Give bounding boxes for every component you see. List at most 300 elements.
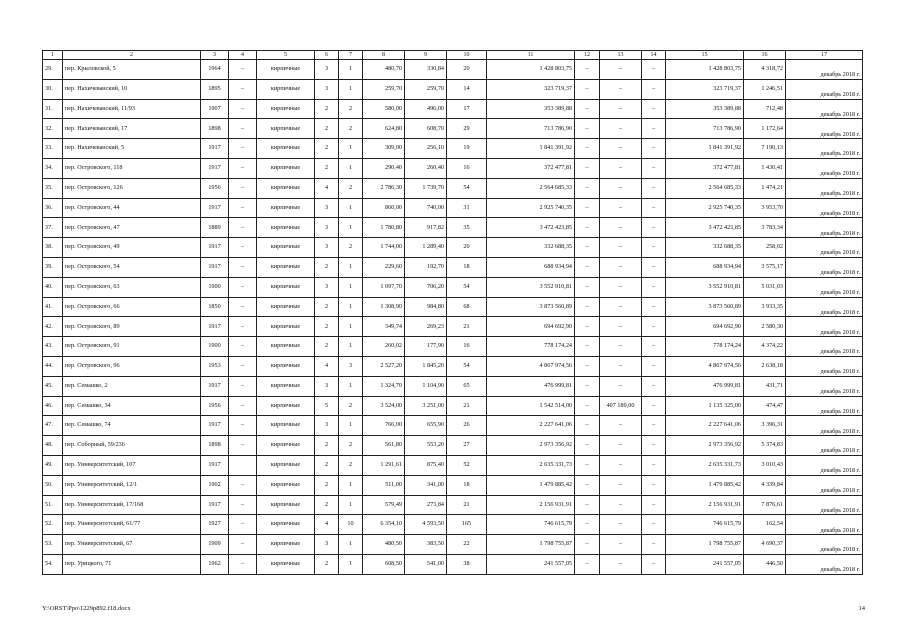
cell-residents: 27 — [447, 436, 487, 456]
column-number: 2 — [63, 51, 201, 60]
cell-fund-cost: – — [575, 178, 600, 198]
cell-year-built: 1962 — [201, 554, 229, 574]
cell-owner-cost: 694 692,90 — [666, 317, 744, 337]
cell-living-area: 984,80 — [405, 297, 447, 317]
cell-planned-date: декабрь 2018 г. — [786, 60, 863, 80]
cell-planned-date: декабрь 2018 г. — [786, 119, 863, 139]
cell-other-cost: – — [642, 317, 666, 337]
document-path: Y:\ORST\Ppo\1229p892.f18.docx — [42, 605, 131, 612]
cell-other-cost: – — [642, 119, 666, 139]
cell-planned-date: декабрь 2018 г. — [786, 277, 863, 297]
cell-address: пер. Островского, 118 — [63, 158, 201, 178]
cell-budget-cost: – — [600, 356, 642, 376]
cell-other-cost: – — [642, 376, 666, 396]
cell-entrances: 1 — [339, 79, 363, 99]
cell-living-area: 4 593,50 — [405, 515, 447, 535]
cell-budget-cost: – — [600, 297, 642, 317]
column-number: 4 — [229, 51, 257, 60]
cell-residents: 21 — [447, 317, 487, 337]
cell-planned-date: декабрь 2018 г. — [786, 178, 863, 198]
cell-row-number: 31. — [43, 99, 63, 119]
cell-other-cost: – — [642, 277, 666, 297]
table-row — [43, 337, 863, 357]
cell-total-cost: 1 542 514,00 — [487, 396, 575, 416]
cell-floors: 3 — [315, 535, 339, 555]
cell-year-overhaul: – — [229, 436, 257, 456]
cell-total-area: 624,80 — [363, 119, 405, 139]
cell-planned-date: декабрь 2018 г. — [786, 317, 863, 337]
cell-entrances: 2 — [339, 436, 363, 456]
table-row — [43, 119, 863, 139]
cell-fund-cost: – — [575, 218, 600, 238]
cell-year-overhaul: – — [229, 257, 257, 277]
cell-owner-cost: 241 557,05 — [666, 554, 744, 574]
cell-entrances: 1 — [339, 198, 363, 218]
cell-fund-cost: – — [575, 139, 600, 159]
cell-wall-material: кирпичные — [257, 515, 315, 535]
cell-cost-per-sqm: 3 010,43 — [744, 455, 786, 475]
cell-owner-cost: 3 552 910,81 — [666, 277, 744, 297]
cell-fund-cost: – — [575, 495, 600, 515]
cell-floors: 2 — [315, 436, 339, 456]
cell-planned-date: декабрь 2018 г. — [786, 416, 863, 436]
cell-residents: 54 — [447, 356, 487, 376]
cell-owner-cost: 2 156 931,91 — [666, 495, 744, 515]
cell-planned-date: декабрь 2018 г. — [786, 257, 863, 277]
cell-floors: 2 — [315, 455, 339, 475]
cell-total-area: 259,70 — [363, 79, 405, 99]
cell-address: пер. Островского, 91 — [63, 337, 201, 357]
cell-planned-date: декабрь 2018 г. — [786, 436, 863, 456]
cell-cost-per-sqm: 4 339,84 — [744, 475, 786, 495]
cell-entrances: 1 — [339, 60, 363, 80]
cell-year-built: 1900 — [201, 337, 229, 357]
cell-floors: 4 — [315, 178, 339, 198]
cell-total-area: 1 308,90 — [363, 297, 405, 317]
cell-total-area: 2 527,20 — [363, 356, 405, 376]
cell-fund-cost: – — [575, 396, 600, 416]
cell-year-built: 1956 — [201, 396, 229, 416]
cell-total-cost: 4 867 974,56 — [487, 356, 575, 376]
cell-address: пер. Нахичеванский, 11/93 — [63, 99, 201, 119]
cell-fund-cost: – — [575, 317, 600, 337]
cell-address: пер. Островского, 54 — [63, 257, 201, 277]
cell-residents: 18 — [447, 475, 487, 495]
cell-cost-per-sqm: 1 474,21 — [744, 178, 786, 198]
table-row — [43, 515, 863, 535]
cell-address: пер. Островского, 89 — [63, 317, 201, 337]
cell-owner-cost: 1 428 803,75 — [666, 60, 744, 80]
cell-budget-cost: – — [600, 238, 642, 258]
cell-total-area: 608,50 — [363, 554, 405, 574]
cell-owner-cost: 2 564 685,33 — [666, 178, 744, 198]
cell-total-cost: 713 786,90 — [487, 119, 575, 139]
cell-entrances: 3 — [339, 356, 363, 376]
cell-year-overhaul: – — [229, 198, 257, 218]
cell-total-area: 1 097,70 — [363, 277, 405, 297]
cell-budget-cost: – — [600, 475, 642, 495]
cell-living-area: 269,23 — [405, 317, 447, 337]
cell-cost-per-sqm: 3 783,34 — [744, 218, 786, 238]
cell-budget-cost: – — [600, 178, 642, 198]
table-row — [43, 297, 863, 317]
cell-year-built: 1917 — [201, 376, 229, 396]
cell-budget-cost: – — [600, 337, 642, 357]
cell-cost-per-sqm: 431,71 — [744, 376, 786, 396]
cell-planned-date: декабрь 2018 г. — [786, 218, 863, 238]
cell-fund-cost: – — [575, 475, 600, 495]
cell-total-cost: 2 564 685,33 — [487, 178, 575, 198]
cell-entrances: 1 — [339, 495, 363, 515]
column-number-row — [43, 51, 863, 60]
cell-year-built: 1900 — [201, 277, 229, 297]
cell-living-area: 917,82 — [405, 218, 447, 238]
cell-total-cost: 778 174,24 — [487, 337, 575, 357]
cell-budget-cost: – — [600, 554, 642, 574]
cell-living-area: 259,70 — [405, 79, 447, 99]
cell-owner-cost: 353 389,88 — [666, 99, 744, 119]
cell-year-overhaul: – — [229, 218, 257, 238]
table-row — [43, 455, 863, 475]
cell-entrances: 2 — [339, 396, 363, 416]
cell-cost-per-sqm: 4 374,22 — [744, 337, 786, 357]
cell-floors: 2 — [315, 158, 339, 178]
cell-floors: 3 — [315, 376, 339, 396]
cell-total-cost: 746 615,79 — [487, 515, 575, 535]
cell-owner-cost: 2 635 331,73 — [666, 455, 744, 475]
cell-budget-cost: – — [600, 158, 642, 178]
cell-budget-cost: – — [600, 376, 642, 396]
cell-floors: 2 — [315, 257, 339, 277]
cell-living-area: 655,90 — [405, 416, 447, 436]
cell-total-cost: 2 635 331,73 — [487, 455, 575, 475]
cell-year-overhaul: – — [229, 376, 257, 396]
cell-row-number: 34. — [43, 158, 63, 178]
cell-cost-per-sqm: 4 690,37 — [744, 535, 786, 555]
cell-year-built: 1964 — [201, 60, 229, 80]
cell-wall-material: кирпичные — [257, 79, 315, 99]
cell-total-area: 349,74 — [363, 317, 405, 337]
cell-planned-date: декабрь 2018 г. — [786, 475, 863, 495]
cell-entrances: 1 — [339, 218, 363, 238]
column-number: 5 — [257, 51, 315, 60]
cell-residents: 165 — [447, 515, 487, 535]
cell-row-number: 41. — [43, 297, 63, 317]
cell-other-cost: – — [642, 475, 666, 495]
cell-total-area: 1 291,61 — [363, 455, 405, 475]
table-row — [43, 356, 863, 376]
cell-residents: 54 — [447, 178, 487, 198]
cell-address: пер. Университетский, 107 — [63, 455, 201, 475]
cell-planned-date: декабрь 2018 г. — [786, 337, 863, 357]
cell-floors: 3 — [315, 60, 339, 80]
cell-other-cost: – — [642, 535, 666, 555]
cell-cost-per-sqm: 474,47 — [744, 396, 786, 416]
cell-year-built: 1917 — [201, 238, 229, 258]
cell-wall-material: кирпичные — [257, 475, 315, 495]
table-row — [43, 257, 863, 277]
cell-living-area: 383,50 — [405, 535, 447, 555]
cell-floors: 2 — [315, 475, 339, 495]
cell-fund-cost: – — [575, 79, 600, 99]
cell-year-built: 1907 — [201, 99, 229, 119]
cell-living-area: 1 845,20 — [405, 356, 447, 376]
cell-address: пер. Островского, 63 — [63, 277, 201, 297]
cell-budget-cost: – — [600, 535, 642, 555]
cell-floors: 4 — [315, 356, 339, 376]
cell-budget-cost: – — [600, 257, 642, 277]
cell-wall-material: кирпичные — [257, 218, 315, 238]
cell-fund-cost: – — [575, 535, 600, 555]
cell-row-number: 30. — [43, 79, 63, 99]
cell-fund-cost: – — [575, 554, 600, 574]
cell-living-area: 192,70 — [405, 257, 447, 277]
cell-owner-cost: 2 973 356,92 — [666, 436, 744, 456]
cell-entrances: 1 — [339, 139, 363, 159]
cell-address: пер. Островского, 96 — [63, 356, 201, 376]
cell-row-number: 36. — [43, 198, 63, 218]
cell-year-overhaul: – — [229, 495, 257, 515]
cell-entrances: 1 — [339, 257, 363, 277]
cell-fund-cost: – — [575, 99, 600, 119]
cell-year-built: 1953 — [201, 356, 229, 376]
cell-address: пер. Семашко, 34 — [63, 396, 201, 416]
cell-entrances: 2 — [339, 455, 363, 475]
cell-other-cost: – — [642, 554, 666, 574]
cell-total-cost: 3 873 560,89 — [487, 297, 575, 317]
cell-planned-date: декабрь 2018 г. — [786, 158, 863, 178]
cell-other-cost: – — [642, 60, 666, 80]
cell-fund-cost: – — [575, 337, 600, 357]
cell-residents: 68 — [447, 297, 487, 317]
table-row — [43, 436, 863, 456]
cell-floors: 2 — [315, 139, 339, 159]
cell-other-cost: – — [642, 218, 666, 238]
cell-planned-date: декабрь 2018 г. — [786, 396, 863, 416]
cell-total-area: 1 744,00 — [363, 238, 405, 258]
table-row — [43, 79, 863, 99]
cell-floors: 2 — [315, 495, 339, 515]
cell-row-number: 53. — [43, 535, 63, 555]
cell-row-number: 52. — [43, 515, 63, 535]
cell-residents: 18 — [447, 257, 487, 277]
cell-fund-cost: – — [575, 60, 600, 80]
column-number: 7 — [339, 51, 363, 60]
column-number: 12 — [575, 51, 600, 60]
cell-total-area: 511,00 — [363, 475, 405, 495]
cell-year-overhaul: – — [229, 515, 257, 535]
table-row — [43, 99, 863, 119]
cell-living-area: 273,84 — [405, 495, 447, 515]
cell-address: пер. Островского, 49 — [63, 238, 201, 258]
cell-owner-cost: 476 999,81 — [666, 376, 744, 396]
cell-total-area: 561,80 — [363, 436, 405, 456]
cell-address: пер. Островского, 47 — [63, 218, 201, 238]
column-number: 13 — [600, 51, 642, 60]
cell-row-number: 47. — [43, 416, 63, 436]
cell-planned-date: декабрь 2018 г. — [786, 554, 863, 574]
cell-cost-per-sqm: 3 933,35 — [744, 297, 786, 317]
cell-fund-cost: – — [575, 515, 600, 535]
cell-residents: 20 — [447, 238, 487, 258]
cell-year-built: 1917 — [201, 416, 229, 436]
cell-residents: 65 — [447, 376, 487, 396]
cell-row-number: 33. — [43, 139, 63, 159]
table-row — [43, 60, 863, 80]
cell-address: пер. Нахичеванский, 10 — [63, 79, 201, 99]
cell-year-built: 1917 — [201, 158, 229, 178]
cell-address: пер. Соборный, 59/236 — [63, 436, 201, 456]
cell-total-cost: 323 719,37 — [487, 79, 575, 99]
column-number: 11 — [487, 51, 575, 60]
cell-budget-cost: – — [600, 436, 642, 456]
cell-row-number: 45. — [43, 376, 63, 396]
cell-year-overhaul: – — [229, 535, 257, 555]
cell-living-area: 496,00 — [405, 99, 447, 119]
cell-living-area: 256,10 — [405, 139, 447, 159]
cell-other-cost: – — [642, 515, 666, 535]
cell-year-built: 1956 — [201, 178, 229, 198]
cell-total-cost: 2 156 931,91 — [487, 495, 575, 515]
cell-address: пер. Университетский, 17/168 — [63, 495, 201, 515]
cell-row-number: 54. — [43, 554, 63, 574]
cell-row-number: 40. — [43, 277, 63, 297]
cell-wall-material: кирпичные — [257, 396, 315, 416]
cell-total-cost: 476 999,81 — [487, 376, 575, 396]
cell-address: пер. Семашко, 2 — [63, 376, 201, 396]
cell-fund-cost: – — [575, 356, 600, 376]
cell-floors: 2 — [315, 317, 339, 337]
cell-residents: 14 — [447, 79, 487, 99]
cell-wall-material: кирпичные — [257, 257, 315, 277]
cell-cost-per-sqm: 7 876,61 — [744, 495, 786, 515]
cell-residents: 21 — [447, 495, 487, 515]
cell-owner-cost: 4 867 974,56 — [666, 356, 744, 376]
cell-total-cost: 2 925 740,35 — [487, 198, 575, 218]
cell-total-cost: 3 552 910,81 — [487, 277, 575, 297]
cell-cost-per-sqm: 258,02 — [744, 238, 786, 258]
cell-living-area: 1 289,40 — [405, 238, 447, 258]
cell-fund-cost: – — [575, 119, 600, 139]
cell-total-cost: 1 798 755,87 — [487, 535, 575, 555]
cell-owner-cost: 1 479 885,42 — [666, 475, 744, 495]
column-number: 3 — [201, 51, 229, 60]
cell-other-cost: – — [642, 297, 666, 317]
table-row — [43, 376, 863, 396]
cell-address: пер. Островского, 66 — [63, 297, 201, 317]
cell-planned-date: декабрь 2018 г. — [786, 376, 863, 396]
cell-year-overhaul: – — [229, 475, 257, 495]
cell-row-number: 38. — [43, 238, 63, 258]
cell-entrances: 2 — [339, 178, 363, 198]
cell-total-area: 580,00 — [363, 99, 405, 119]
cell-fund-cost: – — [575, 158, 600, 178]
cell-owner-cost: 746 615,79 — [666, 515, 744, 535]
cell-budget-cost: – — [600, 60, 642, 80]
cell-address: пер. Крыловской, 5 — [63, 60, 201, 80]
cell-year-overhaul: – — [229, 99, 257, 119]
cell-wall-material: кирпичные — [257, 297, 315, 317]
cell-planned-date: декабрь 2018 г. — [786, 198, 863, 218]
cell-wall-material: кирпичные — [257, 455, 315, 475]
cell-budget-cost: – — [600, 317, 642, 337]
cell-total-area: 1 780,80 — [363, 218, 405, 238]
cell-other-cost: – — [642, 257, 666, 277]
cell-floors: 3 — [315, 238, 339, 258]
cell-fund-cost: – — [575, 198, 600, 218]
table-row — [43, 535, 863, 555]
cell-budget-cost: – — [600, 198, 642, 218]
cell-wall-material: кирпичные — [257, 139, 315, 159]
cell-planned-date: декабрь 2018 г. — [786, 535, 863, 555]
cell-row-number: 35. — [43, 178, 63, 198]
column-number: 10 — [447, 51, 487, 60]
cell-total-area: 229,60 — [363, 257, 405, 277]
cell-year-built: 1898 — [201, 436, 229, 456]
cell-other-cost: – — [642, 238, 666, 258]
cell-entrances: 1 — [339, 535, 363, 555]
cell-cost-per-sqm: 712,48 — [744, 99, 786, 119]
cell-entrances: 1 — [339, 337, 363, 357]
cell-residents: 21 — [447, 396, 487, 416]
cell-fund-cost: – — [575, 257, 600, 277]
cell-budget-cost: – — [600, 455, 642, 475]
table-row — [43, 238, 863, 258]
cell-address: пер. Островского, 44 — [63, 198, 201, 218]
cell-budget-cost: – — [600, 277, 642, 297]
cell-floors: 3 — [315, 218, 339, 238]
cell-cost-per-sqm: 5 031,03 — [744, 277, 786, 297]
column-number: 1 — [43, 51, 63, 60]
cell-residents: 38 — [447, 554, 487, 574]
cell-cost-per-sqm: 3 396,31 — [744, 416, 786, 436]
table-row — [43, 198, 863, 218]
cell-year-overhaul: – — [229, 554, 257, 574]
column-number: 14 — [642, 51, 666, 60]
cell-residents: 29 — [447, 119, 487, 139]
cell-owner-cost: 2 925 740,35 — [666, 198, 744, 218]
cell-total-cost: 1 841 391,92 — [487, 139, 575, 159]
cell-cost-per-sqm: 7 190,13 — [744, 139, 786, 159]
cell-entrances: 2 — [339, 119, 363, 139]
cell-budget-cost: – — [600, 218, 642, 238]
cell-address: пер. Нахичеванский, 5 — [63, 139, 201, 159]
cell-year-overhaul: – — [229, 139, 257, 159]
cell-year-overhaul: – — [229, 396, 257, 416]
cell-planned-date: декабрь 2018 г. — [786, 455, 863, 475]
cell-wall-material: кирпичные — [257, 238, 315, 258]
cell-cost-per-sqm: 1 430,41 — [744, 158, 786, 178]
cell-wall-material: кирпичные — [257, 554, 315, 574]
column-number: 8 — [363, 51, 405, 60]
cell-other-cost: – — [642, 455, 666, 475]
cell-year-built: 1902 — [201, 475, 229, 495]
cell-planned-date: декабрь 2018 г. — [786, 99, 863, 119]
cell-residents: 35 — [447, 218, 487, 238]
cell-living-area: 260,40 — [405, 158, 447, 178]
cell-year-built: 1917 — [201, 139, 229, 159]
cell-wall-material: кирпичные — [257, 60, 315, 80]
cell-planned-date: декабрь 2018 г. — [786, 515, 863, 535]
cell-total-cost: 332 688,35 — [487, 238, 575, 258]
cell-floors: 4 — [315, 515, 339, 535]
cell-fund-cost: – — [575, 376, 600, 396]
cell-living-area: 706,20 — [405, 277, 447, 297]
cell-total-area: 290,40 — [363, 158, 405, 178]
cell-budget-cost: – — [600, 416, 642, 436]
cell-planned-date: декабрь 2018 г. — [786, 139, 863, 159]
cell-year-overhaul: – — [229, 238, 257, 258]
